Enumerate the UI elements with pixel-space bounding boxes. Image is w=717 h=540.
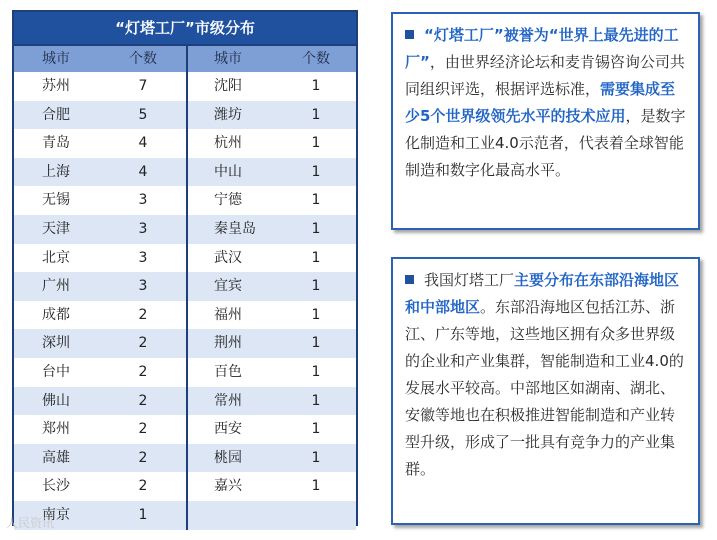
count-cell: 2 [138,306,148,323]
city-cell [188,501,274,530]
box1-text-1: ，由世界经济论坛和麦肯锡咨询公司共同组织评选，根据评选标准， [405,53,685,98]
city-cell: 无锡 [42,192,70,209]
city-cell: 福州 [214,306,242,323]
table-row [14,129,356,158]
city-cell: 宁德 [214,192,242,209]
count-cell: 1 [311,363,321,380]
city-cell: 中山 [214,163,242,180]
count-cell: 2 [138,335,148,352]
header-count-2: 个数 [302,51,330,67]
table-body [14,72,356,530]
city-cell: 长沙 [42,478,70,495]
table-row [14,72,356,101]
city-distribution-table [12,10,358,526]
table-row [14,301,356,330]
city-cell: 武汉 [214,249,242,266]
city-cell: 杭州 [214,135,242,152]
count-cell: 1 [311,306,321,323]
city-cell: 高雄 [42,449,70,466]
city-cell: 合肥 [42,106,70,123]
city-cell: 苏州 [42,78,70,94]
count-cell: 1 [311,478,321,495]
city-cell: 郑州 [42,421,70,438]
count-cell: 1 [311,220,321,237]
city-cell: 上海 [42,163,70,180]
table-row [14,215,356,244]
city-cell: 常州 [214,392,242,409]
box1-highlight-1: “灯塔工厂”被誉为“世界上最先进的工厂” [405,26,679,71]
count-cell: 4 [138,163,148,180]
table-row [14,244,356,273]
box2-text-2: 。东部沿海地区包括江苏、浙江、广东等地，这些地区拥有众多世界级的企业和产业集群，智能制造和工业4.0的发展水平较高。中部地区如湖南、湖北、安徽等地也在积极推进智能制造和产业转型升级，形成了一批具有竞争力的产业集群。 [405,298,684,478]
count-cell: 5 [138,106,148,123]
city-cell: 西安 [214,421,242,438]
table-row [14,158,356,187]
count-cell: 1 [311,249,321,266]
count-cell: 2 [138,363,148,380]
table-row [14,272,356,301]
count-cell: 1 [311,449,321,466]
bullet-square-icon [405,275,414,284]
count-cell: 2 [138,449,148,466]
info-box-distribution [391,257,700,525]
box2-text-1: 我国灯塔工厂 [424,271,515,289]
table-row [14,101,356,130]
count-cell: 1 [311,106,321,123]
count-cell: 2 [138,392,148,409]
watermark: 人民资讯 [6,516,55,530]
table-row [14,472,356,501]
city-cell: 百色 [214,363,242,380]
table-row [14,444,356,473]
count-cell: 3 [138,192,148,209]
count-cell: 1 [311,278,321,295]
count-cell: 1 [311,192,321,209]
city-cell: 成都 [42,306,70,323]
city-cell: 深圳 [42,335,70,352]
table-row [14,501,356,530]
count-cell: 1 [311,392,321,409]
info-box-lighthouse-definition [391,12,700,230]
box2-highlight: 主要分布在东部沿海地区和中部地区 [405,271,680,316]
city-cell: 沈阳 [214,78,242,94]
table-header [14,46,356,72]
city-cell: 佛山 [42,392,70,409]
bullet-square-icon [405,30,414,39]
count-cell: 3 [138,220,148,237]
count-cell: 1 [311,78,321,94]
header-city: 城市 [42,51,70,67]
count-cell: 1 [311,421,321,438]
count-cell: 1 [311,335,321,352]
count-cell: 4 [138,135,148,152]
city-cell: 北京 [42,249,70,266]
city-cell: 宜宾 [214,278,242,295]
count-cell: 3 [138,278,148,295]
count-cell: 1 [311,163,321,180]
count-cell: 1 [138,506,148,523]
table-row [14,415,356,444]
city-cell: 秦皇岛 [214,220,256,237]
box1-highlight-2: 需要集成至少5个世界级领先水平的技术应用 [405,80,676,125]
table-row [14,186,356,215]
city-cell: 桃园 [214,449,242,466]
count-cell: 2 [138,478,148,495]
count-cell: 1 [311,135,321,152]
table-row [14,387,356,416]
city-cell: 南京 [42,506,70,523]
box1-text-2: ，是数字化制造和工业4.0示范者，代表着全球智能制造和数字化最高水平。 [405,107,686,179]
table-row [14,358,356,387]
city-cell: 嘉兴 [214,478,242,495]
city-cell: 天津 [42,220,70,237]
header-count: 个数 [129,51,157,67]
count-cell: 3 [138,249,148,266]
count-cell [274,501,358,530]
count-cell: 7 [138,78,148,94]
city-cell: 台中 [42,363,70,380]
header-city-2: 城市 [214,51,242,67]
count-cell: 2 [138,421,148,438]
city-cell: 青岛 [42,135,70,152]
city-cell: 广州 [42,278,70,295]
city-cell: 潍坊 [214,106,242,123]
table-row [14,329,356,358]
table-title: “灯塔工厂”市级分布 [14,12,356,46]
city-cell: 荆州 [214,335,242,352]
